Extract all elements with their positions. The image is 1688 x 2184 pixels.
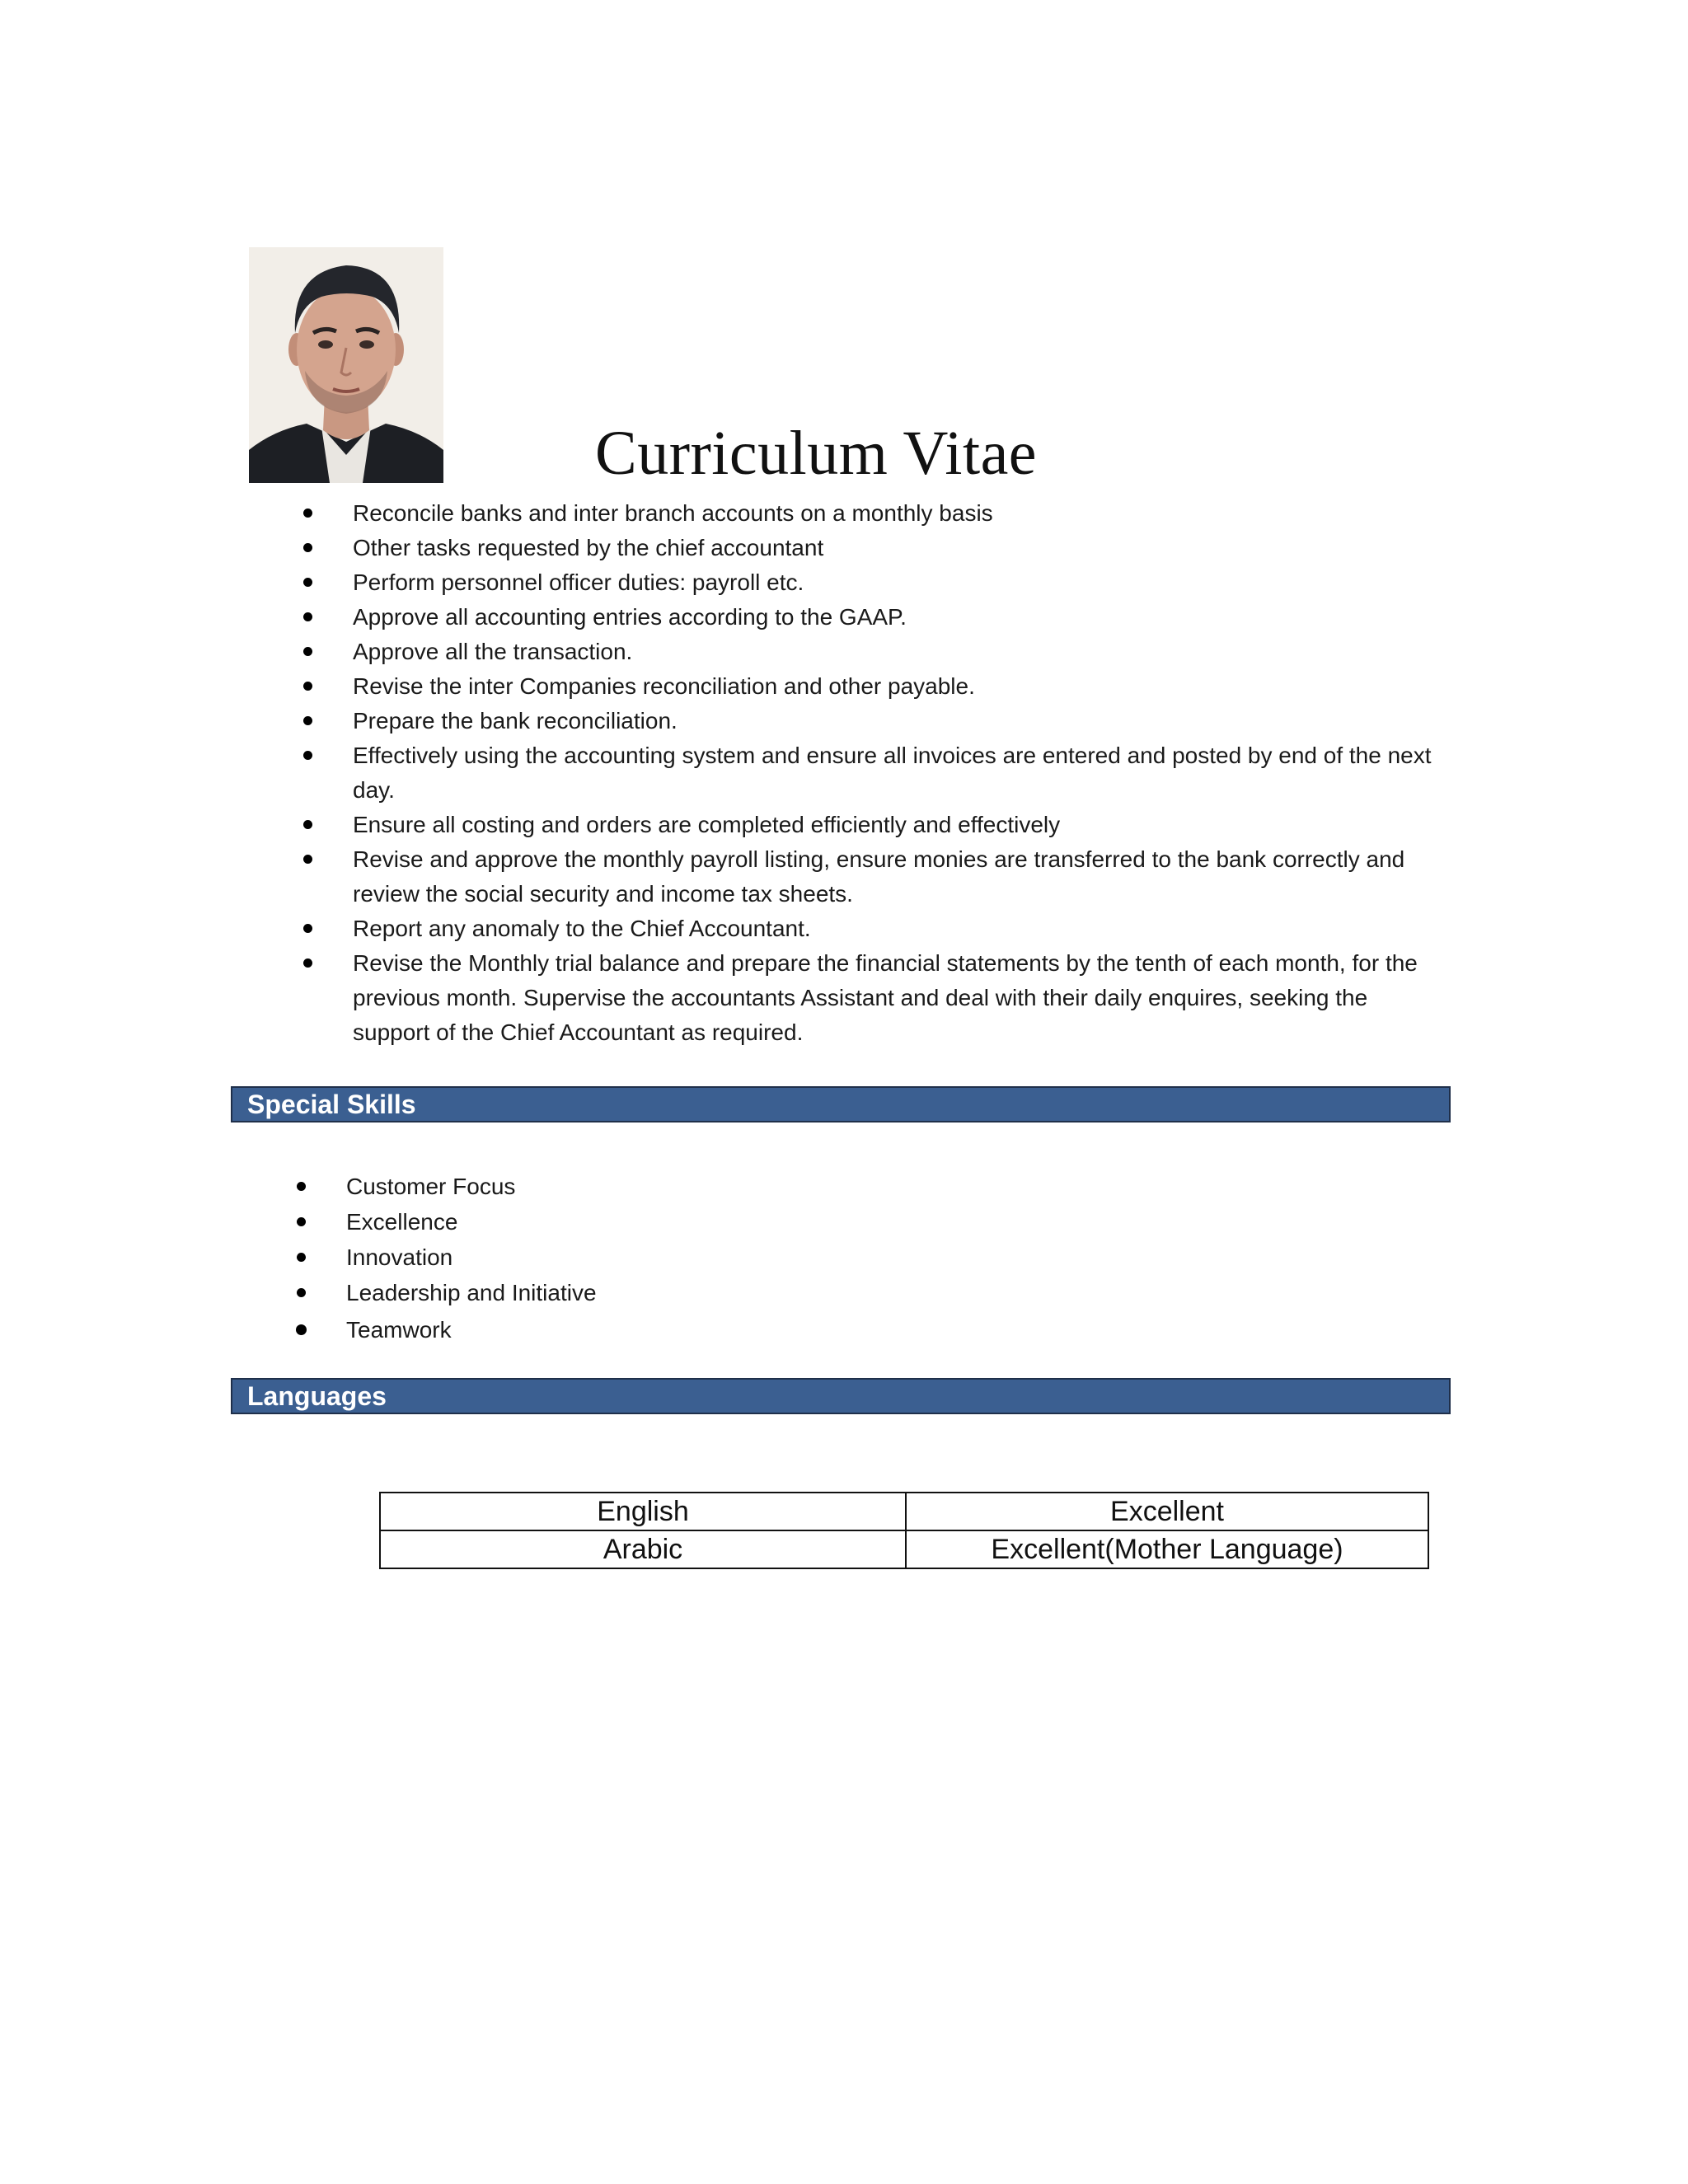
bullet-icon <box>303 612 312 621</box>
special-skills-heading: Special Skills <box>231 1086 1451 1122</box>
portrait-photo-icon <box>249 247 443 483</box>
list-item: Approve all accounting entries according to the GAAP. <box>297 600 1451 635</box>
bullet-icon <box>303 578 312 587</box>
bullet-icon <box>303 647 312 656</box>
list-item: Approve all the transaction. <box>297 635 1451 669</box>
list-item: Excellence <box>290 1204 597 1240</box>
bullet-icon <box>297 1288 306 1297</box>
skills-list <box>290 1169 597 1347</box>
list-item: Perform personnel officer duties: payroll etc. <box>297 565 1451 600</box>
language-name-cell: English <box>380 1493 906 1530</box>
bullet-icon <box>303 751 312 760</box>
bullet-icon <box>297 1253 306 1262</box>
languages-heading: Languages <box>231 1378 1451 1414</box>
bullet-icon <box>297 1182 306 1191</box>
duties-list <box>297 496 1451 1050</box>
bullet-icon <box>303 682 312 691</box>
list-item: Other tasks requested by the chief accountant <box>297 531 1451 565</box>
bullet-icon <box>296 1324 307 1335</box>
list-item: Teamwork <box>290 1312 597 1347</box>
bullet-icon <box>303 543 312 552</box>
list-item: Revise the Monthly trial balance and prepare the financial statements by the tenth of each month, for the previous month. Supervise the accountants Assistant and deal with their daily enquires, seeking the support of the Chief Accountant as required. <box>297 946 1451 1050</box>
list-item: Report any anomaly to the Chief Accountant. <box>297 912 1451 946</box>
bullet-icon <box>303 855 312 864</box>
list-item: Revise the inter Companies reconciliation and other payable. <box>297 669 1451 704</box>
table-row <box>380 1530 1428 1568</box>
list-item: Reconcile banks and inter branch accounts on a monthly basis <box>297 496 1451 531</box>
list-item: Customer Focus <box>290 1169 597 1204</box>
list-item: Leadership and Initiative <box>290 1275 597 1310</box>
table-row <box>380 1493 1428 1530</box>
profile-photo <box>249 247 443 483</box>
bullet-icon <box>303 716 312 725</box>
bullet-icon <box>303 509 312 518</box>
list-item: Prepare the bank reconciliation. <box>297 704 1451 738</box>
bullet-icon <box>303 958 312 968</box>
language-level-cell: Excellent(Mother Language) <box>906 1530 1428 1568</box>
bullet-icon <box>303 820 312 829</box>
bullet-icon <box>303 924 312 933</box>
list-item: Innovation <box>290 1240 597 1275</box>
page-title: Curriculum Vitae <box>595 419 1038 488</box>
list-item: Revise and approve the monthly payroll listing, ensure monies are transferred to the bank correctly and review the social security and income tax sheets. <box>297 842 1451 912</box>
list-item: Ensure all costing and orders are completed efficiently and effectively <box>297 808 1451 842</box>
languages-table <box>379 1492 1429 1569</box>
list-item: Effectively using the accounting system and ensure all invoices are entered and posted by end of the next day. <box>297 738 1451 808</box>
language-level-cell: Excellent <box>906 1493 1428 1530</box>
language-name-cell: Arabic <box>380 1530 906 1568</box>
bullet-icon <box>297 1217 306 1226</box>
